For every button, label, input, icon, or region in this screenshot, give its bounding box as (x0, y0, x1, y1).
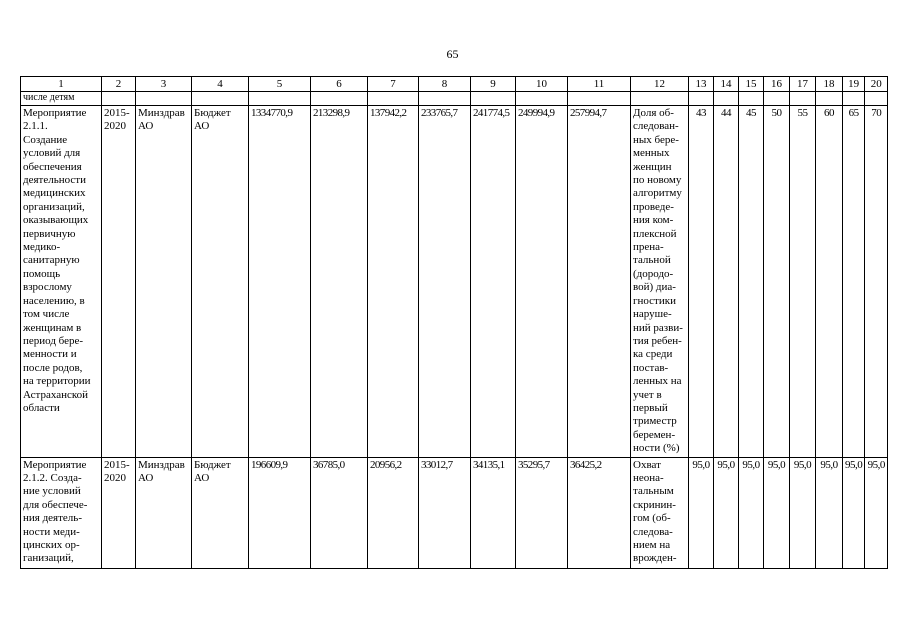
program-table (20, 76, 888, 569)
indicator-value: 70 (865, 106, 888, 458)
amount-total: 196609,9 (249, 457, 311, 568)
column-number: 6 (311, 77, 368, 92)
indicator-name: Охват неона- тальным скринин- гом (об- следова- нием на врожден- (631, 457, 689, 568)
indicator-value: 95,0 (764, 457, 790, 568)
column-number: 12 (631, 77, 689, 92)
amount-2019: 35295,7 (516, 457, 568, 568)
table-row (21, 106, 888, 458)
table-row (21, 457, 888, 568)
indicator-value: 50 (764, 106, 790, 458)
amount-2015: 36785,0 (311, 457, 368, 568)
amount-total: 1334770,9 (249, 106, 311, 458)
indicator-value: 45 (739, 106, 764, 458)
column-number: 7 (368, 77, 419, 92)
column-number: 11 (568, 77, 631, 92)
amount-2016: 20956,2 (368, 457, 419, 568)
indicator-value: 95,0 (790, 457, 816, 568)
column-number: 17 (790, 77, 816, 92)
column-number: 16 (764, 77, 790, 92)
indicator-value: 65 (843, 106, 865, 458)
measure-name: Мероприятие 2.1.2. Созда- ние условий для обеспече- ния деятель- ности меди- цинских ор- ганизаций, (21, 457, 102, 568)
period: 2015- 2020 (102, 457, 136, 568)
indicator-value: 60 (816, 106, 843, 458)
column-number: 18 (816, 77, 843, 92)
column-number: 10 (516, 77, 568, 92)
amount-2020: 257994,7 (568, 106, 631, 458)
column-number: 3 (136, 77, 192, 92)
column-number: 2 (102, 77, 136, 92)
amount-2016: 137942,2 (368, 106, 419, 458)
column-number: 1 (21, 77, 102, 92)
column-number: 19 (843, 77, 865, 92)
amount-2018: 241774,5 (471, 106, 516, 458)
column-number: 13 (689, 77, 714, 92)
amount-2019: 249994,9 (516, 106, 568, 458)
amount-2017: 33012,7 (419, 457, 471, 568)
column-number: 4 (192, 77, 249, 92)
indicator-value: 95,0 (865, 457, 888, 568)
period: 2015- 2020 (102, 106, 136, 458)
indicator-value: 44 (714, 106, 739, 458)
indicator-name: Доля об- следован- ных бере- менных женщин по новому алгоритму проведе- ния ком- плексной прена- тальной (дородо- вой) диа- гностики наруше- ний разви- тия ребен- ка среди постав- ленных на учет в первый триместр беремен- ности (%) (631, 106, 689, 458)
indicator-value: 95,0 (714, 457, 739, 568)
executor: Минздрав АО (136, 457, 192, 568)
page-number: 65 (446, 47, 459, 61)
indicator-value: 95,0 (739, 457, 764, 568)
executor: Минздрав АО (136, 106, 192, 458)
amount-2017: 233765,7 (419, 106, 471, 458)
indicator-value: 43 (689, 106, 714, 458)
amount-2018: 34135,1 (471, 457, 516, 568)
column-number: 5 (249, 77, 311, 92)
column-number: 20 (865, 77, 888, 92)
indicator-value: 95,0 (689, 457, 714, 568)
column-number: 9 (471, 77, 516, 92)
funding-source: Бюджет АО (192, 457, 249, 568)
indicator-value: 95,0 (816, 457, 843, 568)
column-number: 8 (419, 77, 471, 92)
indicator-value: 95,0 (843, 457, 865, 568)
continuation-text: числе детям (21, 92, 102, 106)
funding-source: Бюджет АО (192, 106, 249, 458)
column-number: 15 (739, 77, 764, 92)
continuation-row (21, 92, 888, 106)
column-number: 14 (714, 77, 739, 92)
amount-2020: 36425,2 (568, 457, 631, 568)
amount-2015: 213298,9 (311, 106, 368, 458)
measure-name: Мероприятие 2.1.1. Создание условий для обеспечения деятельности медицинских организаций, оказывающих первичную медико- санитарную помощь взрослому населению, в том числе женщинам в период бере- менности и после родов, на территории Астраханской области (21, 106, 102, 458)
column-number-row (21, 77, 888, 92)
indicator-value: 55 (790, 106, 816, 458)
